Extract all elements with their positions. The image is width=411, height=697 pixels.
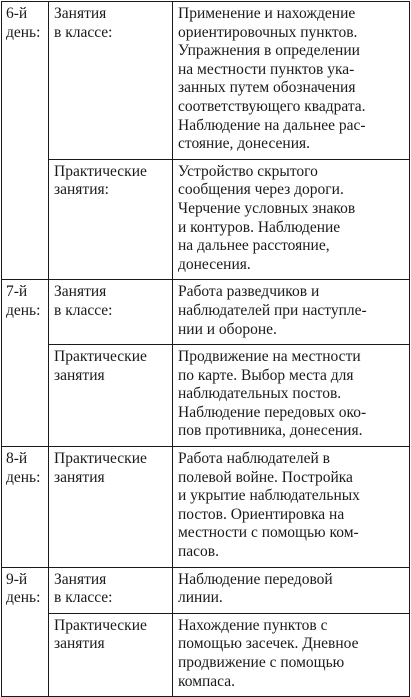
description-line: Наблюдение передовых око- xyxy=(178,403,367,421)
training-schedule-table xyxy=(1,1,410,697)
description-line: Наблюдение на дальнее рас- xyxy=(178,116,366,134)
description-line: Черчение условных знаков xyxy=(178,199,356,217)
description-line: и укрытие наблюдательных xyxy=(178,487,360,505)
session-type-cell xyxy=(49,280,173,345)
description-line: наблюдательных постов. xyxy=(178,385,342,403)
session-type-line: занятия xyxy=(54,468,105,486)
session-type-line: Практические xyxy=(54,348,147,366)
description-line: местности с помощью ком- xyxy=(178,524,359,542)
description-line: донесения. xyxy=(178,255,251,273)
description-line: соответствующего квадрата. xyxy=(178,97,366,115)
session-type-line: Практические xyxy=(54,162,147,180)
session-type-cell xyxy=(49,159,173,280)
session-description-cell xyxy=(173,567,410,613)
schedule-row xyxy=(2,159,410,280)
day-label-line: день: xyxy=(6,589,41,607)
description-line: линии. xyxy=(178,589,223,607)
session-description-cell xyxy=(173,613,410,696)
description-line: ориентировочных пунктов. xyxy=(178,23,358,41)
description-line: сообщения через дороги. xyxy=(178,181,344,199)
session-type-line: занятия: xyxy=(54,181,109,199)
description-line: наблюдателей при наступле- xyxy=(178,301,367,319)
description-line: пов противника, донесения. xyxy=(178,422,363,440)
description-line: на дальнее расстояние, xyxy=(178,237,330,255)
day-cell xyxy=(2,2,49,280)
schedule-row xyxy=(2,447,410,568)
session-type-line: в классе: xyxy=(54,23,113,41)
schedule-row xyxy=(2,2,410,160)
day-cell xyxy=(2,567,49,697)
schedule-body xyxy=(2,2,410,697)
description-line: на местности пунктов ука- xyxy=(178,60,355,78)
description-line: полевой войне. Постройка xyxy=(178,468,353,486)
day-label-line: день: xyxy=(6,468,41,486)
session-type-cell xyxy=(49,447,173,568)
description-line: Устройство скрытого xyxy=(178,162,318,180)
day-label-line: день: xyxy=(6,23,41,41)
session-type-line: в классе: xyxy=(54,301,113,319)
schedule-row xyxy=(2,345,410,447)
description-line: занных путем обозначения xyxy=(178,79,356,97)
session-description-cell xyxy=(173,280,410,345)
session-type-line: Занятия xyxy=(54,283,107,301)
description-line: помощью засечек. Дневное xyxy=(178,635,359,653)
schedule-row xyxy=(2,567,410,613)
description-line: Применение и нахождение xyxy=(178,5,356,22)
day-label-line: 8-й xyxy=(6,450,28,468)
day-label-line: 7-й xyxy=(6,283,28,301)
description-line: пасов. xyxy=(178,543,219,561)
session-type-cell xyxy=(49,345,173,447)
session-type-line: занятия xyxy=(54,635,105,653)
description-line: Наблюдение передовой xyxy=(178,570,333,588)
day-label-line: 9-й xyxy=(6,570,28,588)
description-line: по карте. Выбор места для xyxy=(178,366,354,384)
session-type-line: занятия xyxy=(54,366,105,384)
session-type-cell xyxy=(49,2,173,160)
description-line: Нахождение пунктов с xyxy=(178,616,328,634)
schedule-row xyxy=(2,613,410,696)
schedule-row xyxy=(2,280,410,345)
description-line: стояние, донесения. xyxy=(178,135,310,153)
description-line: и контуров. Наблюдение xyxy=(178,218,341,236)
description-line: постов. Ориентировка на xyxy=(178,505,345,523)
description-line: Продвижение на местности xyxy=(178,348,361,366)
session-description-cell xyxy=(173,447,410,568)
description-line: продвижение с помощью xyxy=(178,654,345,672)
description-line: компаса. xyxy=(178,672,236,690)
session-type-cell xyxy=(49,567,173,613)
session-type-cell xyxy=(49,613,173,696)
day-label-line: день: xyxy=(6,301,41,319)
description-line: Работа наблюдателей в xyxy=(178,450,330,468)
description-line: Работа разведчиков и xyxy=(178,283,320,301)
description-line: Упражнения в определении xyxy=(178,42,360,60)
day-label-line: 6-й xyxy=(6,5,28,22)
session-description-cell xyxy=(173,345,410,447)
session-description-cell xyxy=(173,2,410,160)
session-type-line: Практические xyxy=(54,450,147,468)
session-description-cell xyxy=(173,159,410,280)
session-type-line: Практические xyxy=(54,616,147,634)
description-line: нии и обороне. xyxy=(178,320,277,338)
day-cell xyxy=(2,447,49,568)
day-cell xyxy=(2,280,49,447)
session-type-line: Занятия xyxy=(54,570,107,588)
session-type-line: в классе: xyxy=(54,589,113,607)
session-type-line: Занятия xyxy=(54,5,107,22)
